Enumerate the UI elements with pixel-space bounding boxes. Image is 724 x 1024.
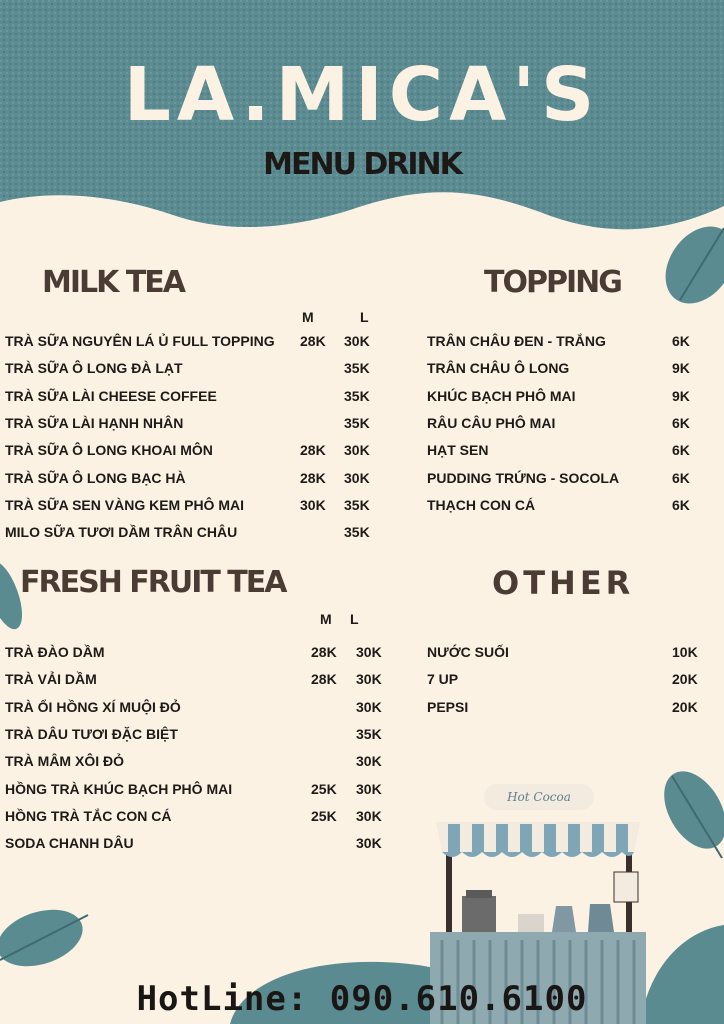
- menu-item-price-m: 30K: [300, 496, 326, 513]
- menu-item-price-l: 30K: [356, 780, 382, 797]
- fruit-tea-size-l-header: L: [350, 611, 359, 627]
- menu-item-price: 9K: [672, 360, 690, 377]
- menu-item-name: TRÀ SỮA Ô LONG KHOAI MÔN: [5, 442, 213, 459]
- leaf-icon: [651, 761, 724, 860]
- milk-tea-size-m-header: M: [302, 309, 314, 325]
- menu-item-name: TRÂN CHÂU Ô LONG: [427, 360, 570, 377]
- menu-item-price-l: 35K: [344, 360, 370, 377]
- menu-item-price-m: 28K: [311, 671, 337, 688]
- menu-item-price-m: 28K: [311, 644, 337, 660]
- menu-item-price-l: 30K: [356, 698, 382, 715]
- leaf-icon: [651, 213, 724, 316]
- menu-item-name: NƯỚC SUỐI: [427, 644, 509, 660]
- menu-item-name: 7 UP: [427, 671, 459, 688]
- menu-item-price-l: 35K: [344, 387, 370, 404]
- menu-item-price-l: 30K: [344, 442, 370, 459]
- menu-item-name: TRÂN CHÂU ĐEN - TRẮNG: [427, 333, 606, 349]
- menu-item-name: HẠT SEN: [427, 442, 489, 459]
- topping-title: TOPPING: [484, 265, 621, 300]
- menu-item-name: PEPSI: [427, 698, 469, 715]
- milk-tea-size-l-header: L: [360, 309, 369, 325]
- menu-item-price-l: 30K: [356, 753, 382, 770]
- menu-item-price: 6K: [672, 442, 690, 459]
- menu-item-price: 6K: [672, 496, 690, 513]
- menu-item-name: TRÀ ĐÀO DẦM: [5, 644, 105, 660]
- menu-subtitle: MENU DRINK: [263, 147, 461, 182]
- menu-item-price: 20K: [672, 671, 698, 688]
- menu-item-price-m: 25K: [311, 780, 337, 797]
- hotline: HotLine: 090.610.6100: [136, 979, 588, 1019]
- menu-item-name: RÂU CÂU PHÔ MAI: [427, 414, 556, 431]
- brand-name: LA.MICA'S: [123, 52, 601, 138]
- menu-item-price-l: 35K: [356, 725, 382, 742]
- menu-item-price: 6K: [672, 333, 690, 349]
- menu-item-price-m: 25K: [311, 807, 337, 824]
- menu-item-name: HỒNG TRÀ KHÚC BẠCH PHÔ MAI: [5, 780, 233, 797]
- menu-item-name: PUDDING TRỨNG - SOCOLA: [427, 469, 620, 486]
- other-title: OTHER: [492, 564, 635, 602]
- menu-item-price-l: 35K: [344, 524, 370, 541]
- leaf-icon: [0, 900, 90, 977]
- milk-tea-title: MILK TEA: [42, 265, 184, 300]
- menu-item-price-m: 28K: [300, 469, 326, 486]
- menu-item-name: TRÀ SỮA LÀI HẠNH NHÂN: [5, 414, 184, 431]
- menu-item-name: KHÚC BẠCH PHÔ MAI: [427, 387, 576, 404]
- menu-item-price: 6K: [672, 469, 690, 486]
- cart-sign: Hot Cocoa: [484, 784, 594, 810]
- menu-item-price-l: 30K: [344, 469, 370, 486]
- menu-item-name: TRÀ SỮA SEN VÀNG KEM PHÔ MAI: [5, 496, 244, 513]
- menu-item-price-l: 35K: [344, 496, 370, 513]
- menu-item-name: TRÀ MÂM XÔI ĐỎ: [5, 753, 124, 770]
- menu-item-price-l: 30K: [344, 333, 370, 349]
- menu-item-name: TRÀ SỮA NGUYÊN LÁ Ủ FULL TOPPING: [5, 333, 275, 349]
- menu-item-name: TRÀ SỮA Ô LONG ĐÀ LẠT: [5, 360, 183, 377]
- menu-item-price-l: 30K: [356, 807, 382, 824]
- menu-item-price-l: 30K: [356, 835, 382, 852]
- menu-item-price: 20K: [672, 698, 698, 715]
- menu-item-price: 6K: [672, 414, 690, 431]
- menu-item-price-l: 35K: [344, 414, 370, 431]
- menu-item-name: MILO SỮA TƯƠI DẦM TRÂN CHÂU: [5, 524, 238, 541]
- menu-item-price-m: 28K: [300, 333, 326, 349]
- menu-item-name: TRÀ VẢI DẦM: [5, 671, 97, 688]
- menu-item-price-l: 30K: [356, 671, 382, 688]
- menu-item-name: TRÀ SỮA Ô LONG BẠC HÀ: [5, 469, 186, 486]
- menu-item-name: TRÀ ỔI HỒNG XÍ MUỘI ĐỎ: [5, 698, 181, 715]
- menu-item-price-m: 28K: [300, 442, 326, 459]
- menu-item-name: TRÀ SỮA LÀI CHEESE COFFEE: [5, 387, 217, 404]
- menu-item-name: HỒNG TRÀ TẮC CON CÁ: [5, 807, 172, 824]
- menu-item-name: SODA CHANH DÂU: [5, 835, 134, 852]
- fruit-tea-size-m-header: M: [320, 611, 332, 627]
- menu-item-name: TRÀ DÂU TƯƠI ĐẶC BIỆT: [5, 725, 178, 742]
- menu-item-name: THẠCH CON CÁ: [427, 496, 536, 513]
- menu-item-price: 10K: [672, 644, 698, 660]
- menu-item-price: 9K: [672, 387, 690, 404]
- fruit-tea-title: FRESH FRUIT TEA: [20, 565, 286, 600]
- menu-item-price-l: 30K: [356, 644, 382, 660]
